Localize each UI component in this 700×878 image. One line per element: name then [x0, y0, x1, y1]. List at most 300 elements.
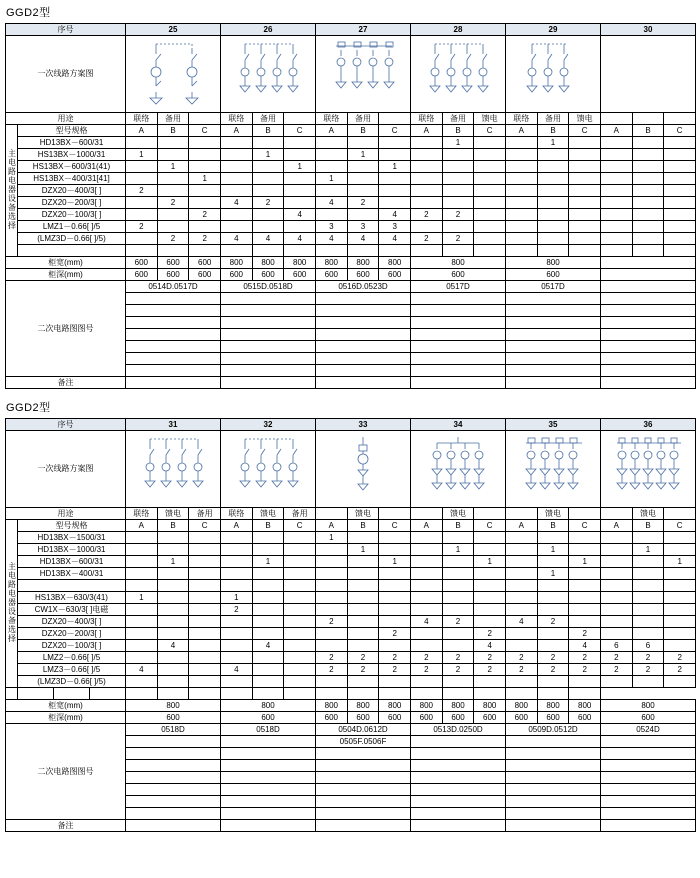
v	[221, 580, 253, 591]
v	[379, 640, 410, 651]
abc-header-36	[601, 520, 696, 532]
v: 2	[202, 210, 207, 219]
table-row-spec	[6, 604, 696, 616]
column-header-34: 34	[411, 419, 506, 431]
spec-table-1	[5, 23, 696, 389]
v	[411, 640, 443, 651]
v	[443, 221, 475, 232]
table-row-remark-1	[6, 377, 696, 389]
spec-values-31	[126, 604, 221, 616]
v	[379, 137, 410, 148]
v	[664, 137, 695, 148]
abc-c: C	[391, 521, 398, 530]
v	[569, 532, 600, 543]
v	[443, 640, 475, 651]
spec-values-32	[221, 556, 316, 568]
drawing-num-25: 0514D.0517D	[126, 281, 221, 293]
v	[284, 664, 315, 675]
sec-31	[126, 772, 221, 784]
sec-27	[316, 341, 411, 353]
v	[474, 580, 505, 591]
spec-values-30	[601, 209, 696, 221]
v: 2	[633, 664, 665, 675]
v	[601, 221, 633, 232]
v	[538, 640, 570, 651]
v	[189, 221, 220, 232]
spec-name: LMZ3－0.66[ ]/5	[18, 664, 126, 676]
remark-36	[601, 820, 696, 832]
v	[474, 544, 505, 555]
spec-values-28	[411, 137, 506, 149]
v	[158, 592, 190, 603]
v: 2	[677, 665, 682, 674]
v	[569, 688, 600, 699]
circuit-diagram-34	[411, 431, 506, 508]
v	[189, 592, 220, 603]
v	[538, 556, 570, 567]
spec-values-29	[506, 185, 601, 197]
sec-35	[506, 748, 601, 760]
sec-25	[126, 365, 221, 377]
spec-values-35	[506, 652, 601, 664]
use-32-b: 馈电	[253, 508, 285, 519]
spec-values-28	[411, 185, 506, 197]
v	[411, 161, 443, 172]
table-row-spec	[6, 616, 696, 628]
v	[348, 556, 380, 567]
v: 2	[582, 665, 587, 674]
depth-31: 600	[126, 712, 221, 724]
modelspec-label-1: 型号规格	[18, 125, 126, 137]
v	[348, 137, 380, 148]
v	[158, 185, 190, 196]
drawing-num-33: 0504D.0612D	[316, 724, 411, 736]
v	[506, 245, 538, 256]
abc-b: B	[158, 125, 190, 136]
v	[601, 245, 633, 256]
sec-31	[126, 748, 221, 760]
table-row-spec	[6, 556, 696, 568]
spec-values-26	[221, 137, 316, 149]
v	[569, 616, 600, 627]
drawing-num-30	[601, 281, 696, 293]
v	[506, 209, 538, 220]
spec-values-26	[221, 173, 316, 185]
v	[506, 676, 538, 687]
v	[284, 568, 315, 579]
v	[601, 580, 633, 591]
v: 2	[221, 604, 253, 615]
v: 2	[158, 233, 190, 244]
circuit-diagram-27	[316, 36, 411, 113]
v	[221, 185, 253, 196]
spec-name: DZX20－100/3[ ]	[18, 209, 126, 221]
v	[284, 245, 315, 256]
use-29-a: 联络	[506, 113, 538, 124]
v	[411, 149, 443, 160]
sec-25	[126, 305, 221, 317]
spec-name: LMZ2－0.66[ ]/5	[18, 652, 126, 664]
v	[411, 221, 443, 232]
abc-b: B	[158, 520, 190, 531]
v	[90, 688, 125, 699]
spec-values-33	[316, 664, 411, 676]
sec-32	[221, 772, 316, 784]
spec-values-27	[316, 197, 411, 209]
sheet-title-2: GGD2型	[6, 402, 51, 414]
v	[316, 592, 348, 603]
v	[189, 568, 220, 579]
v: 2	[316, 616, 348, 627]
spec-name: (LMZ3D－0.66[ ]/5)	[18, 676, 126, 688]
v: 1	[253, 556, 285, 567]
v	[316, 568, 348, 579]
v	[126, 688, 158, 699]
v	[569, 161, 600, 172]
abc-header-35	[506, 520, 601, 532]
spec-values-36	[601, 664, 696, 676]
v: 2	[487, 653, 492, 662]
spec-name: LMZ1－0.66[ ]/5	[18, 221, 126, 233]
spec-name: CW1X－630/3[ ]电磁	[18, 604, 126, 616]
use-cell-30	[601, 113, 696, 125]
sec-34	[411, 748, 506, 760]
spec-values-27	[316, 233, 411, 245]
v	[664, 592, 695, 603]
v	[506, 149, 538, 160]
v	[664, 197, 695, 208]
spec-name: (LMZ3D－0.66[ ]/5)	[18, 233, 126, 245]
sec-34	[411, 760, 506, 772]
abc-b: B	[443, 125, 475, 136]
v	[284, 604, 315, 615]
v: 2	[582, 629, 587, 638]
v	[348, 245, 380, 256]
spec-values-29	[506, 221, 601, 233]
spec-values-35	[506, 640, 601, 652]
v	[221, 556, 253, 567]
width-label-1: 柜宽(mm)	[6, 257, 126, 269]
sec-31	[126, 784, 221, 796]
v: 4	[348, 233, 380, 244]
use-36-b: 馈电	[633, 508, 665, 519]
v	[189, 676, 220, 687]
v: 1	[582, 557, 587, 566]
spec-blank-26	[221, 245, 316, 257]
use-34-a	[411, 508, 443, 519]
v	[474, 209, 505, 220]
column-header-36: 36	[601, 419, 696, 431]
spec-values-36	[601, 532, 696, 544]
spec-values-33	[316, 604, 411, 616]
sec-28	[411, 329, 506, 341]
spec-values-36	[601, 568, 696, 580]
v	[664, 580, 695, 591]
spec-values-31	[126, 556, 221, 568]
v: 2	[443, 209, 475, 220]
use-27-c	[379, 113, 410, 124]
spec-values-35	[506, 676, 601, 688]
spec-values-29	[506, 197, 601, 209]
sec-34	[411, 808, 506, 820]
v: 2	[126, 185, 158, 196]
spec-blank-32	[126, 688, 221, 700]
sec-34	[411, 784, 506, 796]
spec-values-26	[221, 209, 316, 221]
v	[379, 173, 410, 184]
v	[348, 161, 380, 172]
abc-a: A	[221, 520, 253, 531]
abc-header-28	[411, 125, 506, 137]
v	[506, 628, 538, 639]
spec-name: HS13BX－600/31(41)	[18, 161, 126, 173]
abc-c: C	[201, 126, 208, 135]
v	[158, 532, 190, 543]
v: 3	[392, 222, 397, 231]
v	[664, 568, 695, 579]
v	[411, 556, 443, 567]
w: 800	[443, 700, 475, 711]
modelspec-label-2: 型号规格	[18, 520, 126, 532]
spec-name: DZX20－200/3[ ]	[18, 628, 126, 640]
v	[379, 532, 410, 543]
v: 2	[392, 665, 397, 674]
v	[379, 592, 410, 603]
v	[158, 664, 190, 675]
v: 2	[202, 234, 207, 243]
v	[379, 185, 410, 196]
abc-b: B	[633, 520, 665, 531]
v	[538, 592, 570, 603]
v	[538, 149, 570, 160]
use-cell-33	[316, 508, 411, 520]
sec-26	[221, 317, 316, 329]
width-35	[506, 700, 601, 712]
sec-35	[506, 760, 601, 772]
v	[316, 676, 348, 687]
v: 1	[443, 137, 475, 148]
spec-values-27	[316, 185, 411, 197]
v	[569, 209, 600, 220]
abc-a: A	[601, 125, 633, 136]
abc-b: B	[538, 520, 570, 531]
spec-values-27	[316, 209, 411, 221]
v	[538, 688, 570, 699]
v	[284, 149, 315, 160]
v: 1	[392, 557, 397, 566]
spec-values-34	[411, 544, 506, 556]
d: 600	[411, 712, 443, 723]
table-row-spec-blank	[6, 688, 696, 700]
v	[664, 233, 695, 244]
depth-36: 600	[601, 712, 696, 724]
v	[633, 221, 665, 232]
v	[348, 592, 380, 603]
remark-label-1: 备注	[6, 377, 126, 389]
column-header-31: 31	[126, 419, 221, 431]
sec-36	[601, 796, 696, 808]
w: 800	[506, 700, 538, 711]
spec-values-26	[221, 149, 316, 161]
v	[221, 544, 253, 555]
v	[538, 245, 570, 256]
spec-values-35	[506, 604, 601, 616]
abc-b: B	[348, 125, 380, 136]
spec-values-27	[316, 161, 411, 173]
v	[221, 173, 253, 184]
v	[189, 652, 220, 663]
spec-values-32	[221, 532, 316, 544]
v	[348, 173, 380, 184]
v	[601, 604, 633, 615]
use-label-1: 用途	[6, 113, 126, 125]
v	[158, 245, 190, 256]
sec-27	[316, 365, 411, 377]
width-29: 800	[506, 257, 601, 269]
v: 3	[348, 221, 380, 232]
spec-name: DZX20－100/3[ ]	[18, 640, 126, 652]
spec-values-32	[221, 568, 316, 580]
sec-36	[601, 772, 696, 784]
spec-values-36	[601, 604, 696, 616]
table-row-spec	[6, 640, 696, 652]
table-row-width-1	[6, 257, 696, 269]
v	[284, 544, 315, 555]
v: 1	[348, 544, 380, 555]
spec-values-35	[506, 664, 601, 676]
v	[601, 544, 633, 555]
width-32: 800	[221, 700, 316, 712]
v: 4	[158, 640, 190, 651]
v	[664, 245, 695, 256]
v	[348, 640, 380, 651]
circuit-diagram-35	[506, 431, 601, 508]
v	[633, 604, 665, 615]
sec-33	[316, 808, 411, 820]
v	[569, 221, 600, 232]
v: 2	[348, 664, 380, 675]
use-25-a: 联络	[126, 113, 158, 124]
sec-30	[601, 329, 696, 341]
v	[221, 137, 253, 148]
use-27-a: 联络	[316, 113, 348, 124]
sec-27	[316, 293, 411, 305]
table-row-depth-2	[6, 712, 696, 724]
use-25-b: 备用	[158, 113, 190, 124]
v	[569, 197, 600, 208]
spec-values-34	[411, 640, 506, 652]
use-35-b: 馈电	[538, 508, 570, 519]
table-row-spec	[6, 221, 696, 233]
spec-values-30	[601, 149, 696, 161]
d: 600	[388, 713, 402, 722]
use-29-c: 馈电	[576, 114, 593, 123]
v	[506, 233, 538, 244]
v	[569, 592, 600, 603]
v	[158, 149, 190, 160]
v	[284, 676, 315, 687]
sec-30	[601, 365, 696, 377]
sec-30	[601, 317, 696, 329]
spec-values-32	[221, 652, 316, 664]
v	[664, 532, 695, 543]
v	[189, 640, 220, 651]
w: 800	[411, 700, 443, 711]
d: 600	[443, 712, 475, 723]
table-row-spec	[6, 664, 696, 676]
table-row-spec	[6, 173, 696, 185]
v	[379, 604, 410, 615]
use-31-b: 馈电	[158, 508, 190, 519]
sec-26	[221, 341, 316, 353]
d: 600	[388, 270, 402, 279]
v	[158, 173, 190, 184]
spec-values-31	[126, 640, 221, 652]
v	[379, 197, 410, 208]
remark-34	[411, 820, 506, 832]
v: 4	[392, 234, 397, 243]
spec-values-31	[126, 676, 221, 688]
use-30-a	[601, 113, 633, 124]
spec-values-31	[126, 580, 221, 592]
v	[253, 544, 285, 555]
abc-c: C	[581, 521, 588, 530]
spec-values-28	[411, 221, 506, 233]
table-row-spec	[6, 209, 696, 221]
v: 4	[221, 197, 253, 208]
spec-table-2	[5, 418, 696, 832]
v	[474, 676, 505, 687]
spec-values-30	[601, 185, 696, 197]
width-26	[221, 257, 316, 269]
use-cell-26	[221, 113, 316, 125]
v	[158, 568, 190, 579]
spec-values-34	[411, 676, 506, 688]
spec-values-32	[221, 544, 316, 556]
v	[538, 628, 570, 639]
v	[569, 137, 600, 148]
width-27	[316, 257, 411, 269]
spec-values-29	[506, 209, 601, 221]
v	[664, 161, 695, 172]
v	[633, 556, 665, 567]
spec-values-27	[316, 137, 411, 149]
v	[633, 209, 665, 220]
abc-b: B	[633, 125, 665, 136]
use-32-a: 联络	[221, 508, 253, 519]
sec-32	[221, 784, 316, 796]
table-row-serial-2	[6, 419, 696, 431]
spec-values-34	[411, 664, 506, 676]
v: 2	[392, 629, 397, 638]
spec-name	[18, 580, 126, 592]
v	[443, 568, 475, 579]
use-cell-32	[221, 508, 316, 520]
v	[253, 688, 285, 699]
v	[538, 185, 570, 196]
spec-name: HD13BX－1000/31	[18, 544, 126, 556]
v	[158, 221, 190, 232]
v	[379, 676, 410, 687]
sec-25	[126, 329, 221, 341]
v	[474, 688, 505, 699]
spec-name: HD13BX－1500/31	[18, 532, 126, 544]
v	[348, 185, 380, 196]
depth-label-1: 柜深(mm)	[6, 269, 126, 281]
v	[316, 640, 348, 651]
sec-28	[411, 317, 506, 329]
v	[253, 185, 285, 196]
